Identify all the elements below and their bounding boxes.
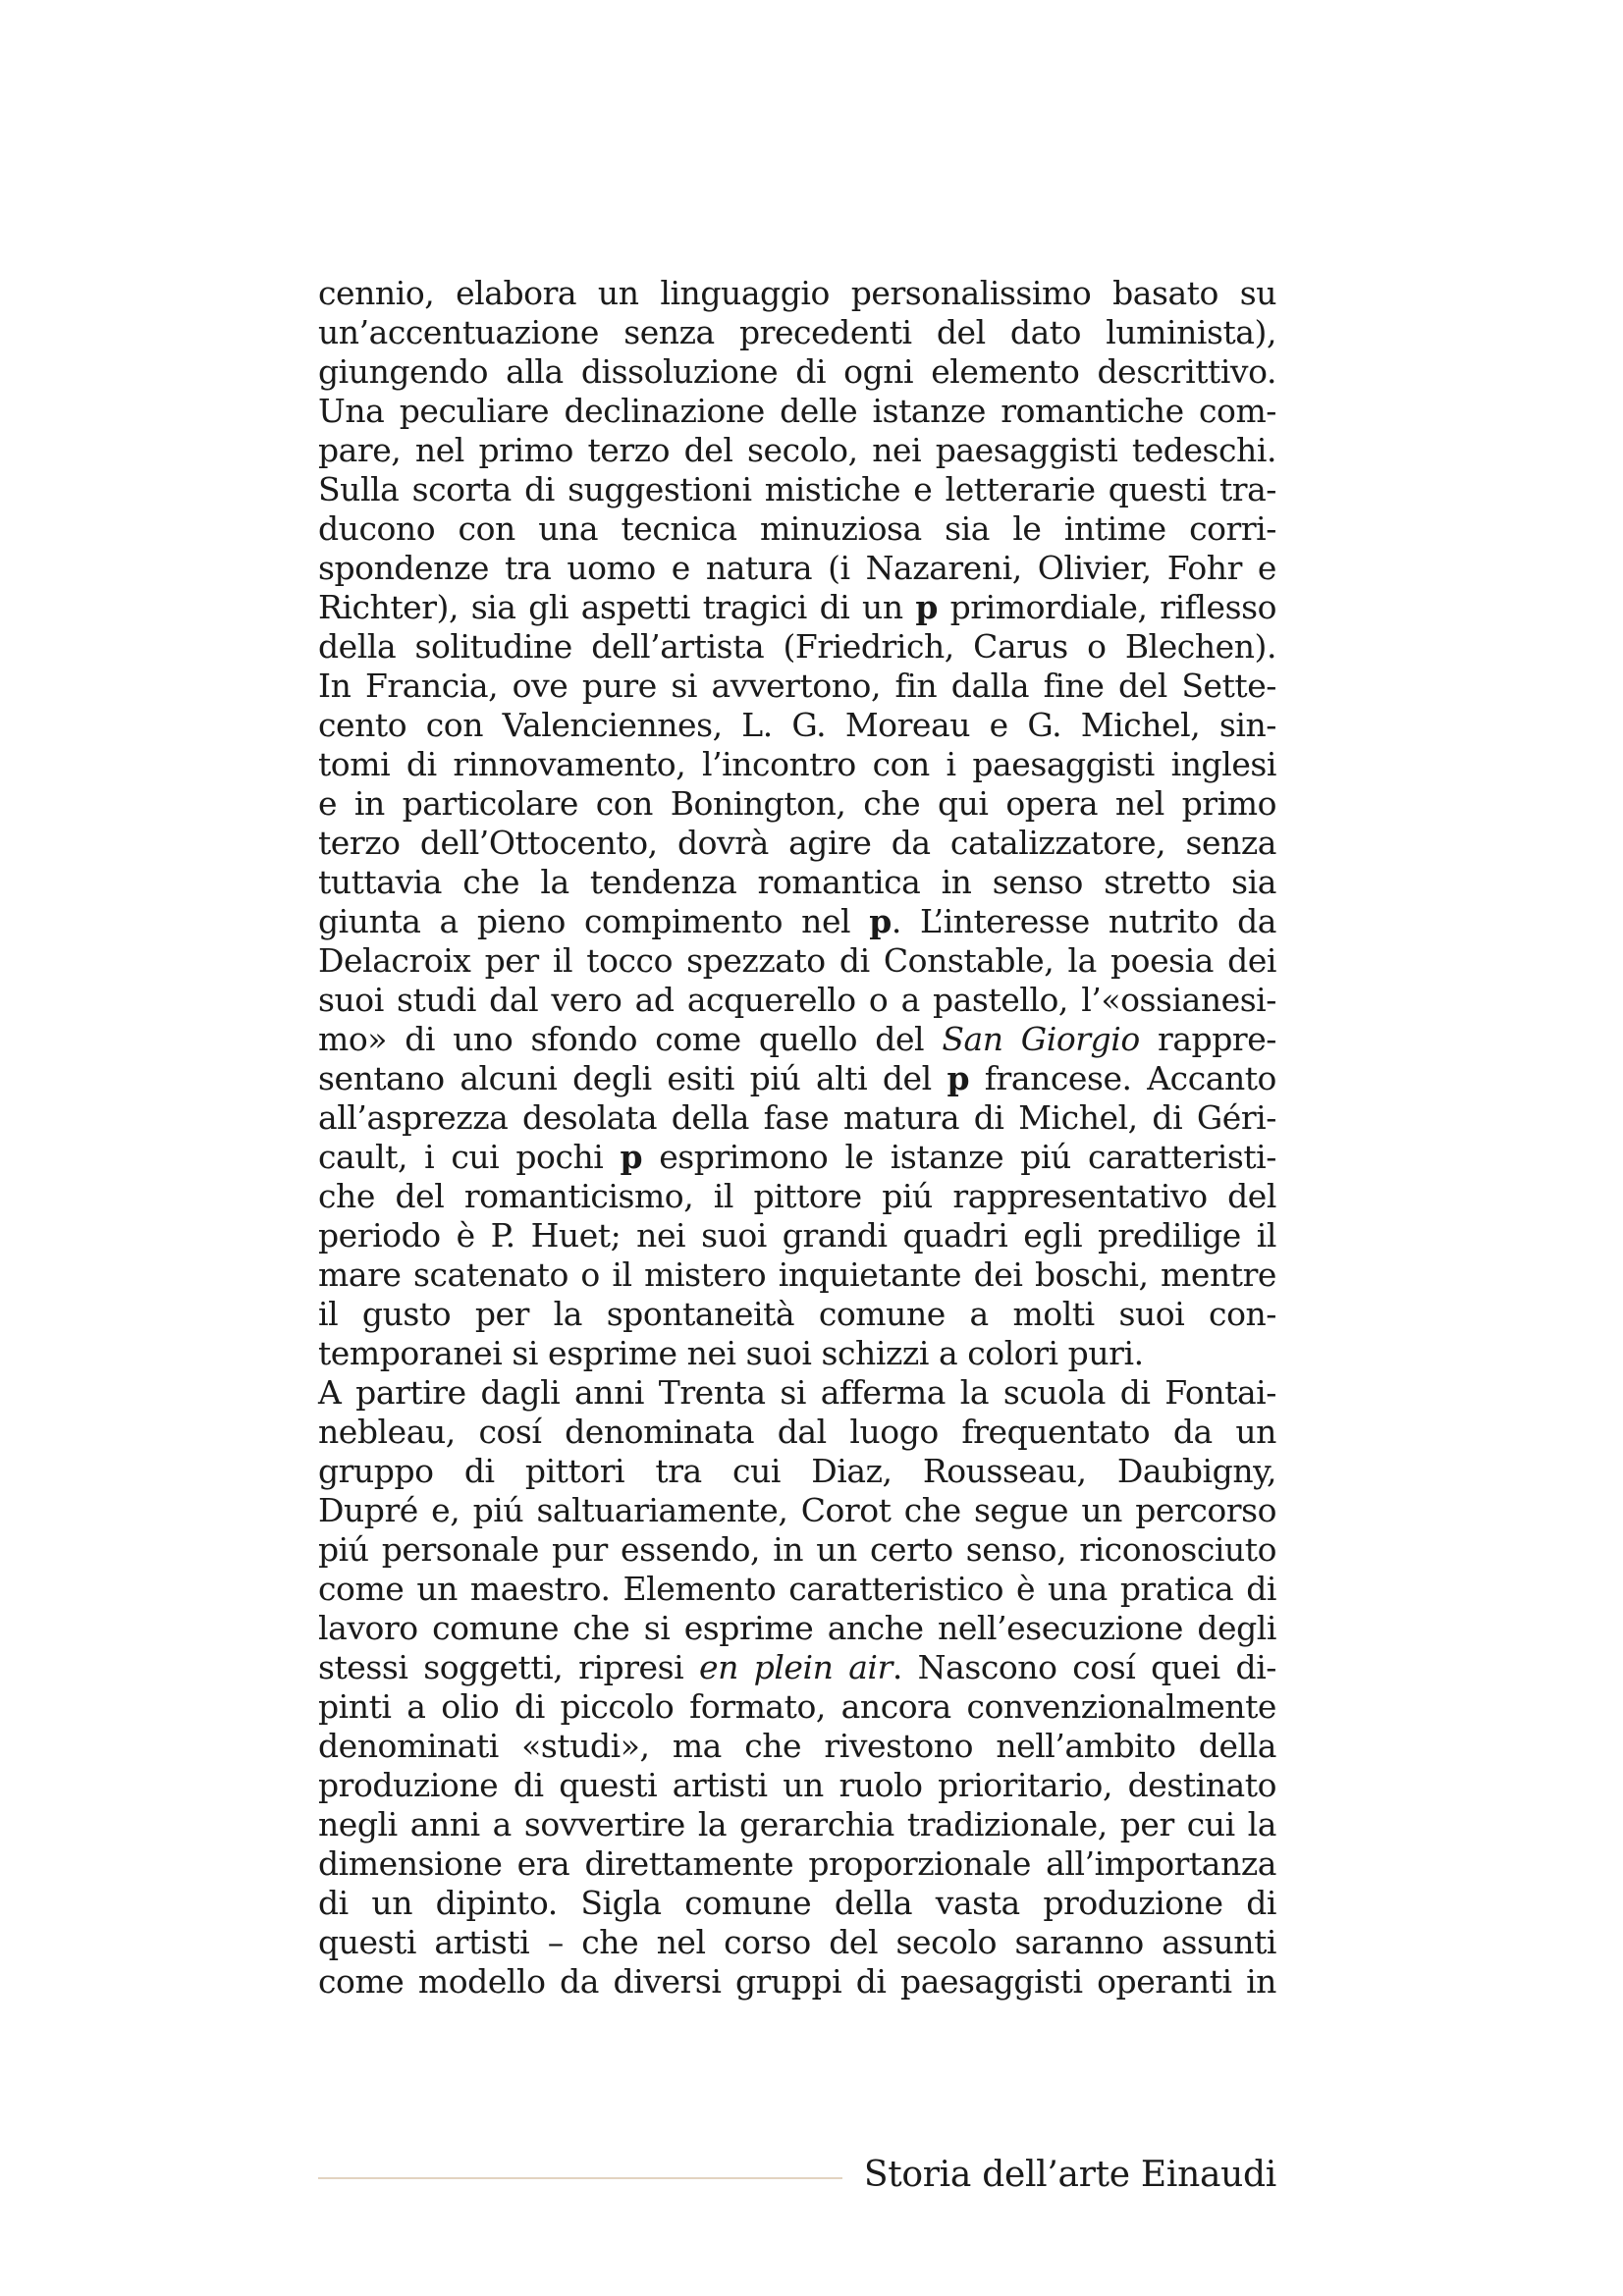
text-line <box>318 667 1276 706</box>
text-line <box>318 1020 1276 1059</box>
text-run: tomi di rinnovamento, l’incontro con i paesaggisti inglesi <box>318 745 1276 783</box>
text-run: suoi studi dal vero ad acquerello o a pastello, l’«ossianesi- <box>318 981 1276 1019</box>
text-run: un’accentuazione senza precedenti del dato luminista), <box>318 313 1276 351</box>
text-line <box>318 1609 1276 1648</box>
text-line <box>318 1648 1276 1687</box>
text-line <box>318 1373 1276 1413</box>
italic-term: en plein air <box>698 1648 893 1686</box>
text-line <box>318 274 1276 313</box>
text-line <box>318 1098 1276 1138</box>
text-line <box>318 941 1276 981</box>
text-run: di un dipinto. Sigla comune della vasta produzione di <box>318 1884 1276 1922</box>
text-run: stessi soggetti, ripresi <box>318 1648 699 1686</box>
footer-title: Storia dell’arte Einaudi <box>863 2155 1276 2195</box>
text-line <box>318 863 1276 902</box>
text-line <box>318 1413 1276 1452</box>
text-run: che del romanticismo, il pittore piú rappresentativo del <box>318 1177 1276 1215</box>
text-line <box>318 1138 1276 1177</box>
text-run: mo» di uno sfondo come quello del <box>318 1020 943 1058</box>
text-line <box>318 509 1276 549</box>
text-run: denominati «studi», ma che rivestono nell’ambito della <box>318 1727 1276 1765</box>
text-run: sentano alcuni degli esiti piú alti del <box>318 1059 947 1097</box>
text-run: temporanei si esprime nei suoi schizzi a colori puri. <box>318 1334 1144 1372</box>
text-line <box>318 1570 1276 1609</box>
text-run: pinti a olio di piccolo formato, ancora convenzionalmente <box>318 1687 1276 1726</box>
text-line <box>318 784 1276 824</box>
text-run: della solitudine dell’artista (Friedrich, Carus o Blechen). <box>318 627 1276 666</box>
text-run: mare scatenato o il mistero inquietante dei boschi, mentre <box>318 1255 1276 1294</box>
text-run: produzione di questi artisti un ruolo prioritario, destinato <box>318 1766 1276 1804</box>
text-line <box>318 352 1276 392</box>
text-line <box>318 1177 1276 1216</box>
text-line <box>318 392 1276 431</box>
text-line <box>318 1884 1276 1923</box>
text-run: Dupré e, piú saltuariamente, Corot che segue un percorso <box>318 1491 1276 1529</box>
text-line <box>318 1255 1276 1295</box>
text-run: cennio, elabora un linguaggio personalissimo basato su <box>318 274 1276 312</box>
text-run: dimensione era direttamente proporzionale all’importanza <box>318 1844 1276 1883</box>
text-line <box>318 824 1276 863</box>
text-run: spondenze tra uomo e natura (i Nazareni, Olivier, Fohr e <box>318 549 1276 587</box>
text-line <box>318 1805 1276 1844</box>
text-line <box>318 1216 1276 1255</box>
text-run: pare, nel primo terzo del secolo, nei paesaggisti tedeschi. <box>318 431 1276 469</box>
text-run: piú personale pur essendo, in un certo senso, riconosciuto <box>318 1530 1276 1569</box>
body-text <box>318 274 1276 2002</box>
text-run: Delacroix per il tocco spezzato di Constable, la poesia dei <box>318 941 1276 980</box>
text-run: lavoro comune che si esprime anche nell’esecuzione degli <box>318 1609 1276 1647</box>
text-run: e in particolare con Bonington, che qui opera nel primo <box>318 784 1276 823</box>
text-line <box>318 470 1276 509</box>
text-line <box>318 1059 1276 1098</box>
text-line <box>318 1334 1276 1373</box>
text-run: cento con Valenciennes, L. G. Moreau e G. Michel, sin- <box>318 706 1276 744</box>
text-run: . Nascono cosí quei di- <box>892 1648 1277 1686</box>
text-run: il gusto per la spontaneità comune a molti suoi con- <box>318 1295 1276 1333</box>
text-run: rappre- <box>1139 1020 1276 1058</box>
text-run: Richter), sia gli aspetti tragici di un <box>318 588 916 626</box>
text-line <box>318 1727 1276 1766</box>
text-run: A partire dagli anni Trenta si afferma la scuola di Fontai- <box>318 1373 1276 1412</box>
text-line <box>318 1530 1276 1570</box>
text-run: giungendo alla dissoluzione di ogni elemento descrittivo. <box>318 352 1276 391</box>
text-line <box>318 1962 1276 2002</box>
text-line <box>318 1766 1276 1805</box>
text-run: primordiale, riflesso <box>937 588 1276 626</box>
text-run: periodo è P. Huet; nei suoi grandi quadri egli predilige il <box>318 1216 1276 1255</box>
text-run: come modello da diversi gruppi di paesaggisti operanti in <box>318 1962 1276 2001</box>
text-line <box>318 627 1276 667</box>
text-run: Una peculiare declinazione delle istanze romantiche com- <box>318 392 1276 430</box>
text-run: terzo dell’Ottocento, dovrà agire da catalizzatore, senza <box>318 824 1276 862</box>
text-line <box>318 588 1276 627</box>
text-run: come un maestro. Elemento caratteristico è una pratica di <box>318 1570 1276 1608</box>
text-line <box>318 549 1276 588</box>
text-line <box>318 1452 1276 1491</box>
text-run: giunta a pieno compimento nel <box>318 902 870 940</box>
bold-term: p <box>869 902 892 940</box>
bold-term: p <box>915 588 938 626</box>
footer-rule <box>318 2177 842 2179</box>
text-line <box>318 1491 1276 1530</box>
text-run: esprimono le istanze piú caratteristi- <box>642 1138 1276 1176</box>
text-run: ducono con una tecnica minuziosa sia le intime corri- <box>318 509 1276 548</box>
text-run: nebleau, cosí denominata dal luogo frequentato da un <box>318 1413 1276 1451</box>
text-line <box>318 313 1276 352</box>
text-run: cault, i cui pochi <box>318 1138 621 1176</box>
text-line <box>318 1844 1276 1884</box>
text-run: tuttavia che la tendenza romantica in senso stretto sia <box>318 863 1276 901</box>
text-run: questi artisti – che nel corso del secolo saranno assunti <box>318 1923 1276 1961</box>
text-line <box>318 1923 1276 1962</box>
bold-term: p <box>947 1059 970 1097</box>
text-line <box>318 981 1276 1020</box>
text-line <box>318 902 1276 941</box>
text-line <box>318 1295 1276 1334</box>
bold-term: p <box>620 1138 643 1176</box>
text-run: all’asprezza desolata della fase matura di Michel, di Géri- <box>318 1098 1276 1137</box>
text-run: Sulla scorta di suggestioni mistiche e letterarie questi tra- <box>318 470 1276 508</box>
text-run: francese. Accanto <box>969 1059 1276 1097</box>
text-run: . L’interesse nutrito da <box>891 902 1276 940</box>
text-line <box>318 431 1276 470</box>
text-line <box>318 745 1276 784</box>
text-run: In Francia, ove pure si avvertono, fin dalla fine del Sette- <box>318 667 1276 705</box>
italic-term: San Giorgio <box>942 1020 1140 1058</box>
text-run: gruppo di pittori tra cui Diaz, Rousseau, Daubigny, <box>318 1452 1276 1490</box>
text-run: negli anni a sovvertire la gerarchia tradizionale, per cui la <box>318 1805 1276 1843</box>
text-line <box>318 706 1276 745</box>
text-line <box>318 1687 1276 1727</box>
